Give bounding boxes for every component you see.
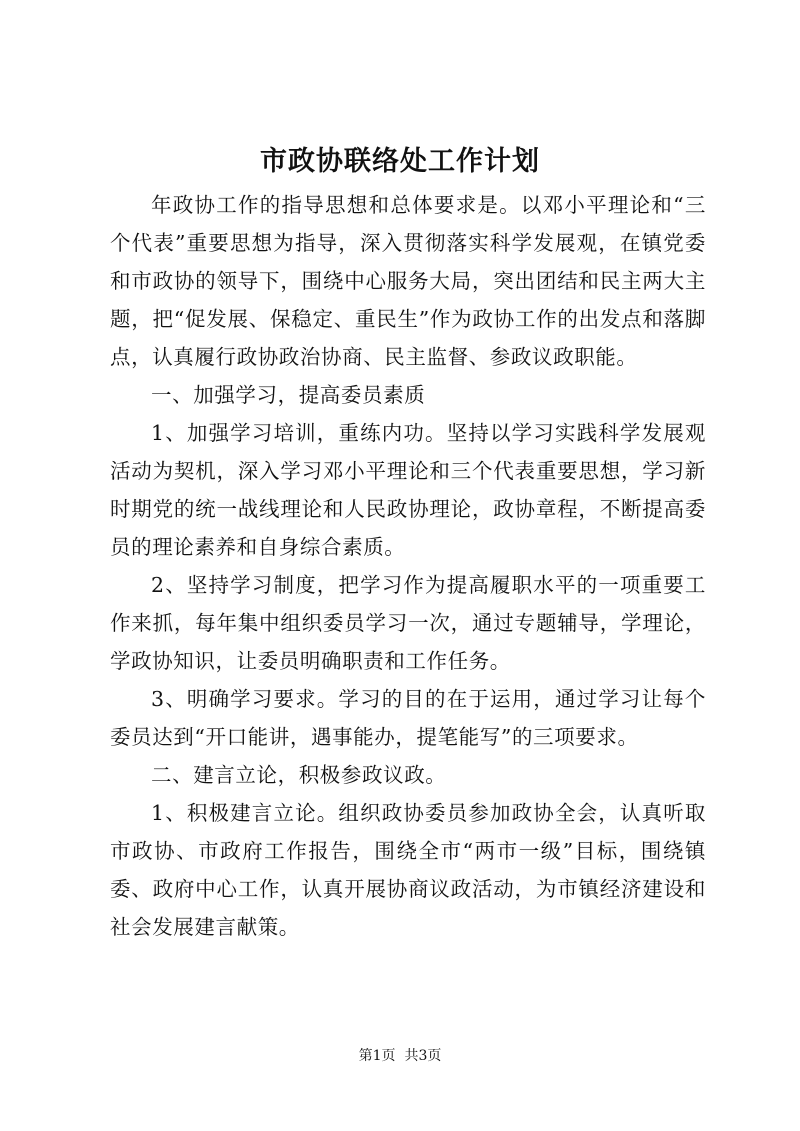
document-body bbox=[110, 186, 706, 946]
paragraph-study-requirements: 3、明确学习要求。学习的目的在于运用，通过学习让每个委员达到“开口能讲，遇事能办，提笔能写”的三项要求。 bbox=[110, 687, 706, 749]
section-heading-advice: 二、建言立论，积极参政议政。 bbox=[151, 763, 447, 787]
section-heading-study: 一、加强学习，提高委员素质 bbox=[151, 383, 426, 407]
paragraph-study-system: 2、坚持学习制度，把学习作为提高履职水平的一项重要工作来抓，每年集中组织委员学习一次，通过专题辅导，学理论，学政协知识，让委员明确职责和工作任务。 bbox=[110, 573, 706, 673]
page-footer: 第1页 共3页 bbox=[358, 1048, 442, 1064]
paragraph-guiding-ideology: 年政协工作的指导思想和总体要求是。以邓小平理论和“三个代表”重要思想为指导，深入贯彻落实科学发展观，在镇党委和市政协的领导下，围绕中心服务大局，突出团结和民主两大主题，把“促发展、保稳定、重民生”作为政协工作的出发点和落脚点，认真履行政协政治协商、民主监督、参政议政职能。 bbox=[110, 193, 706, 369]
paragraph-advice: 1、积极建言立论。组织政协委员参加政协全会，认真听取市政协、市政府工作报告，围绕全市“两市一级”目标，围绕镇委、政府中心工作，认真开展协商议政活动，为市镇经济建设和社会发展建言献策。 bbox=[110, 801, 706, 939]
paragraph-study-training: 1、加强学习培训，重练内功。坚持以学习实践科学发展观活动为契机，深入学习邓小平理论和三个代表重要思想，学习新时期党的统一战线理论和人民政协理论，政协章程，不断提高委员的理论素养和自身综合素质。 bbox=[110, 421, 706, 559]
document-title: 市政协联络处工作计划 bbox=[260, 146, 540, 177]
